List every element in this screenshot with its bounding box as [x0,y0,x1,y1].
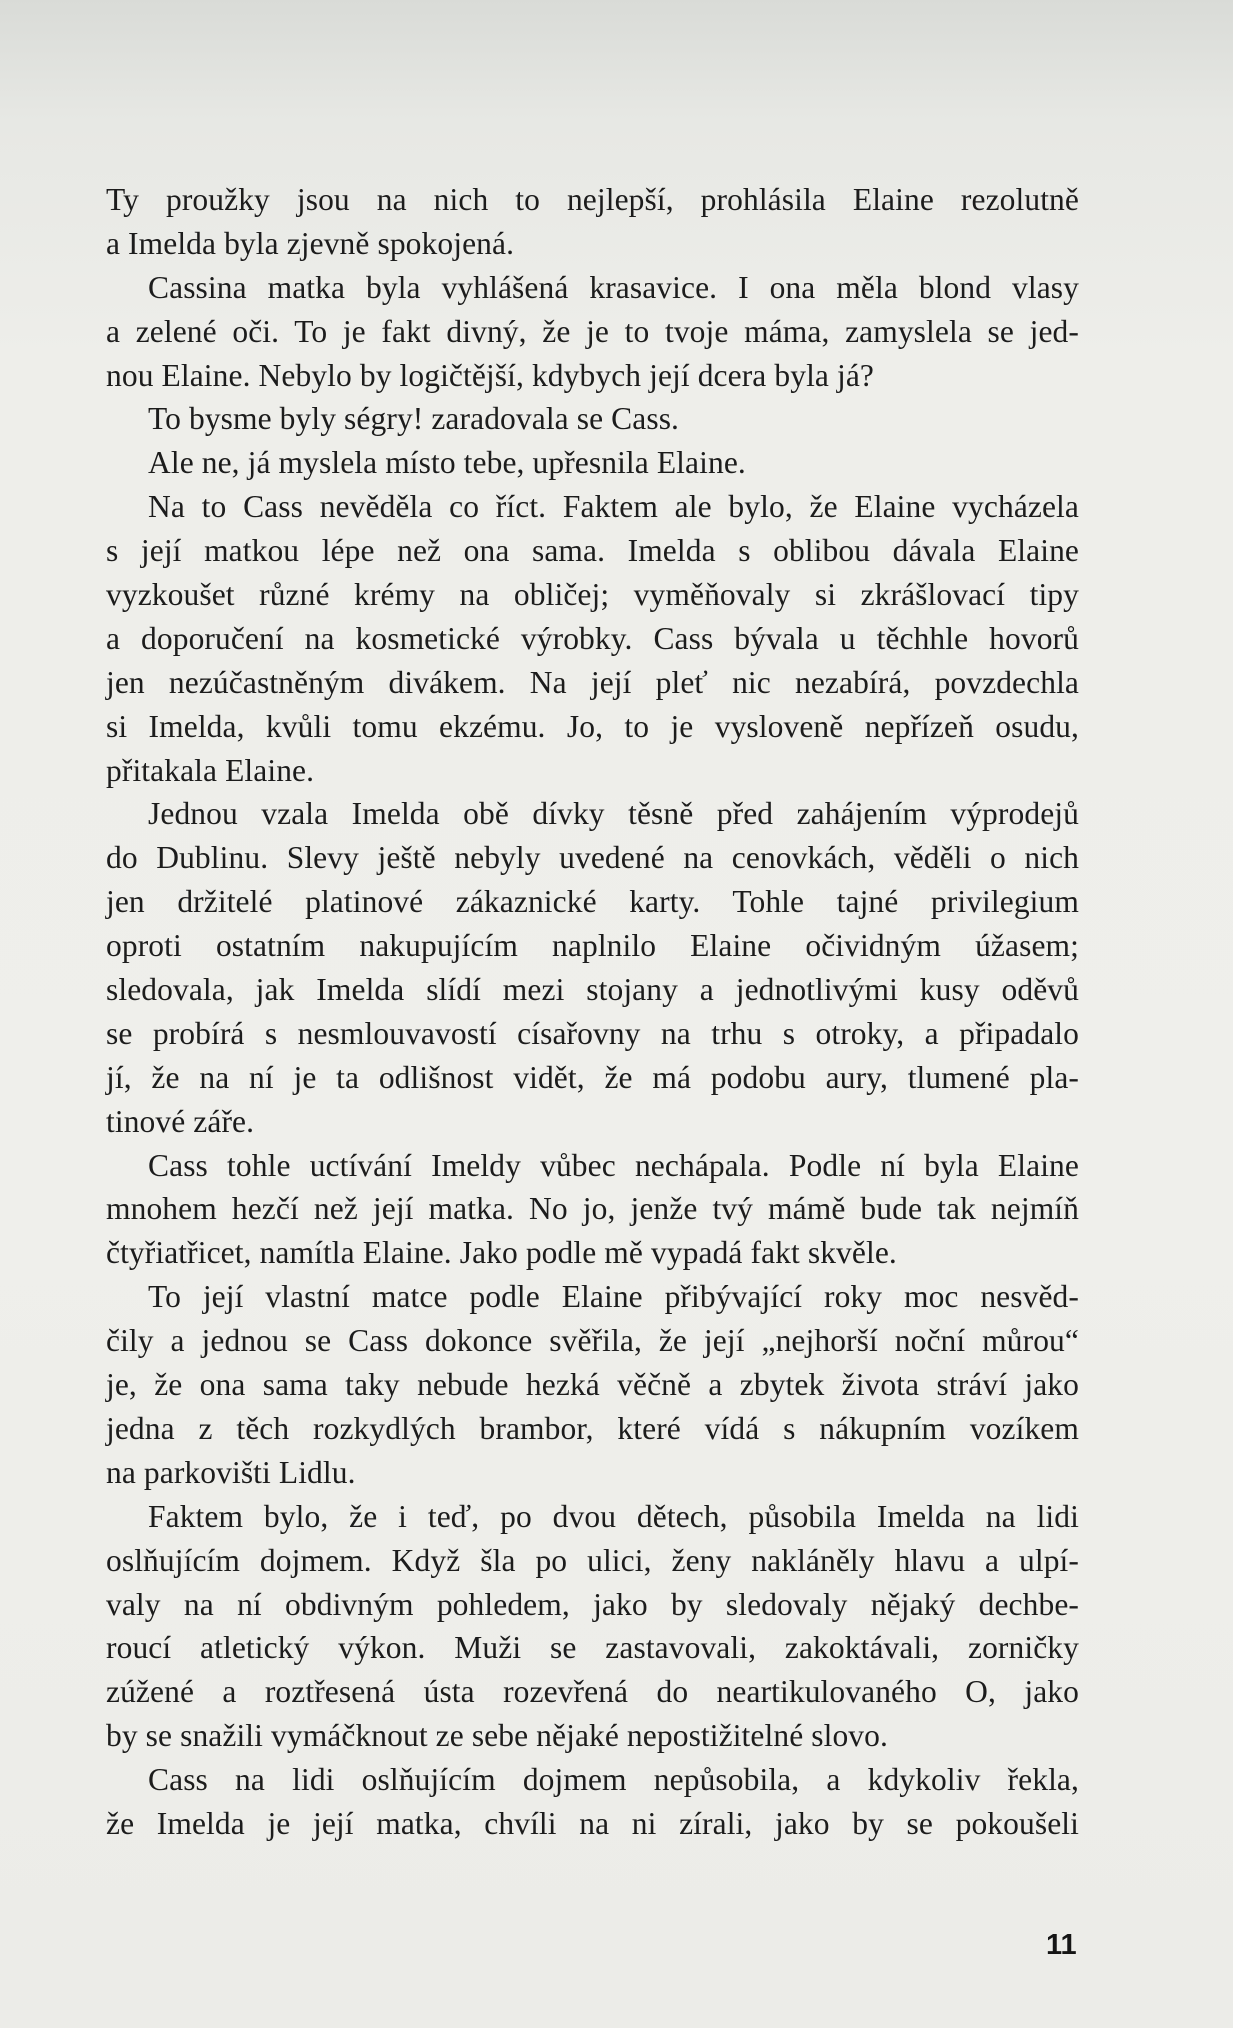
text-line: si Imelda, kvůli tomu ekzému. Jo, to je vysloveně nepřízeň osudu, [106,708,1079,744]
text-line: přitakala Elaine. [106,752,315,788]
text-line: se probírá s nesmlouvavostí císařovny na trhu s otroky, a připadalo [106,1015,1079,1051]
book-page-body [106,178,1079,1846]
text-line: Cassina matka byla vyhlášená krasavice. I ona měla blond vlasy [148,269,1079,305]
text-line: s její matkou lépe než ona sama. Imelda s oblibou dávala Elaine [106,533,1079,569]
text-line: To její vlastní matce podle Elaine přibývající roky moc nesvěd- [148,1279,1079,1315]
text-line: Faktem bylo, že i teď, po dvou dětech, působila Imelda na lidi [148,1498,1079,1534]
text-line: zúžené a roztřesená ústa rozevřená do neartikulovaného O, jako [106,1674,1079,1710]
page-number: 11 [1046,1929,1077,1961]
text-line: čily a jednou se Cass dokonce svěřila, že její „nejhorší noční můrou“ [106,1323,1079,1359]
text-line: sledovala, jak Imelda slídí mezi stojany a jednotlivými kusy oděvů [106,972,1079,1008]
text-line: Jednou vzala Imelda obě dívky těsně před zahájením výprodejů [148,796,1079,832]
text-line: roucí atletický výkon. Muži se zastavovali, zakoktávali, zorničky [106,1630,1079,1666]
text-line: jí, že na ní je ta odlišnost vidět, že má podobu aury, tlumené pla- [106,1059,1079,1095]
text-line: a zelené oči. To je fakt divný, že je to tvoje máma, zamyslela se jed- [106,313,1079,349]
text-line: na parkovišti Lidlu. [106,1454,356,1490]
text-line: vyzkoušet různé krémy na obličej; vyměňovaly si zkrášlovací tipy [106,577,1079,613]
text-line: Cass na lidi oslňujícím dojmem nepůsobila, a kdykoliv řekla, [148,1762,1079,1798]
text-line: jen nezúčastněným divákem. Na její pleť nic nezabírá, povzdechla [106,664,1079,700]
text-line: je, že ona sama taky nebude hezká věčně a zbytek života stráví jako [106,1367,1079,1403]
text-line: valy na ní obdivným pohledem, jako by sledovaly nějaký dechbe- [106,1586,1079,1622]
text-line: Ty proužky jsou na nich to nejlepší, prohlásila Elaine rezolutně [106,182,1079,217]
text-line: jen držitelé platinové zákaznické karty. Tohle tajné privilegium [106,884,1079,920]
text-line: by se snažili vymáčknout ze sebe nějaké nepostižitelné slovo. [106,1718,888,1754]
text-line: oproti ostatním nakupujícím naplnilo Elaine očividným úžasem; [106,928,1079,964]
text-line: nou Elaine. Nebylo by logičtější, kdybych její dcera byla já? [106,357,874,393]
text-line: do Dublinu. Slevy ještě nebyly uvedené na cenovkách, věděli o nich [106,840,1079,876]
text-line: Na to Cass nevěděla co říct. Faktem ale bylo, že Elaine vycházela [148,489,1079,525]
text-line: mnohem hezčí než její matka. No jo, jenže tvý mámě bude tak nejmíň [106,1191,1079,1227]
text-line: čtyřiatřicet, namítla Elaine. Jako podle mě vypadá fakt skvěle. [106,1235,897,1271]
text-line: To bysme byly ségry! zaradovala se Cass. [148,401,680,437]
text-line: tinové záře. [106,1103,255,1139]
text-line: Cass tohle uctívání Imeldy vůbec nechápala. Podle ní byla Elaine [148,1147,1079,1183]
text-lines [106,178,1079,1846]
text-line: a doporučení na kosmetické výrobky. Cass bývala u těchhle hovorů [106,620,1079,656]
text-line: Ale ne, já myslela místo tebe, upřesnila Elaine. [148,445,746,481]
text-line: a Imelda byla zjevně spokojená. [106,225,515,261]
text-line: jedna z těch rozkydlých brambor, které vídá s nákupním vozíkem [106,1410,1079,1446]
text-line: že Imelda je její matka, chvíli na ni zírali, jako by se pokoušeli [106,1805,1079,1841]
text-line: oslňujícím dojmem. Když šla po ulici, ženy nakláněly hlavu a ulpí- [106,1542,1079,1578]
